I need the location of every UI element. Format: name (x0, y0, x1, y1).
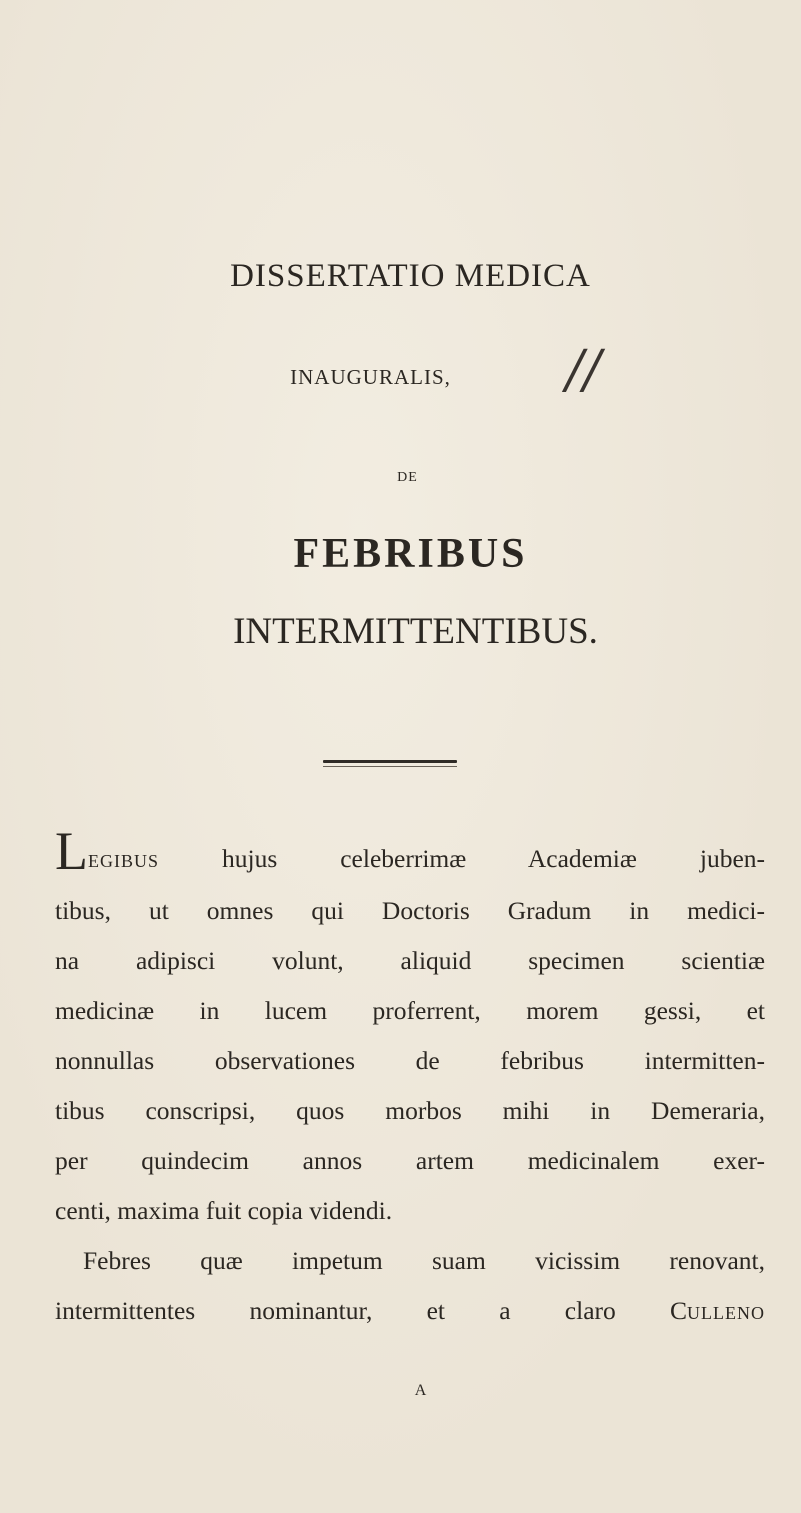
title-febribus: FEBRIBUS (293, 531, 528, 577)
name-initial: C (670, 1296, 688, 1325)
small-caps-name: ULLENO (687, 1303, 765, 1323)
small-caps-word: EGIBUS (88, 851, 160, 871)
text-line: Febres quæ impetum suam vicissim renovant, (83, 1246, 765, 1275)
text-fragment: intermittentes nominantur, et a claro (55, 1296, 616, 1325)
drop-cap: L (55, 821, 88, 881)
ornamental-rule (323, 760, 457, 763)
text-line: nonnullas observationes de febribus intermitten- (55, 1046, 765, 1075)
text-line: per quindecim annos artem medicinalem exer- (55, 1146, 765, 1175)
text-line: tibus conscripsi, quos morbos mihi in Demeraria, (55, 1096, 765, 1125)
text-line: na adipisci volunt, aliquid specimen scientiæ (55, 946, 765, 975)
title-inauguralis: INAUGURALIS, (290, 365, 451, 389)
title-dissertatio-medica: DISSERTATIO MEDICA (230, 258, 591, 294)
signature-mark: A (414, 1382, 427, 1399)
text-line: medicinæ in lucem proferrent, morem gessi, et (55, 996, 765, 1025)
body-text (55, 821, 766, 1338)
text-line: centi, maxima fuit copia videndi. (55, 1196, 393, 1225)
ornamental-rule-thin (323, 766, 457, 767)
text-fragment: hujus celeberrimæ Academiæ juben- (222, 844, 766, 873)
title-de: DE (397, 470, 418, 485)
text-line: tibus, ut omnes qui Doctoris Gradum in medici- (55, 896, 765, 925)
handwritten-mark: // (566, 340, 602, 400)
text-line (55, 821, 766, 886)
title-intermittentibus: INTERMITTENTIBUS. (233, 611, 598, 652)
text-line (55, 1286, 765, 1338)
